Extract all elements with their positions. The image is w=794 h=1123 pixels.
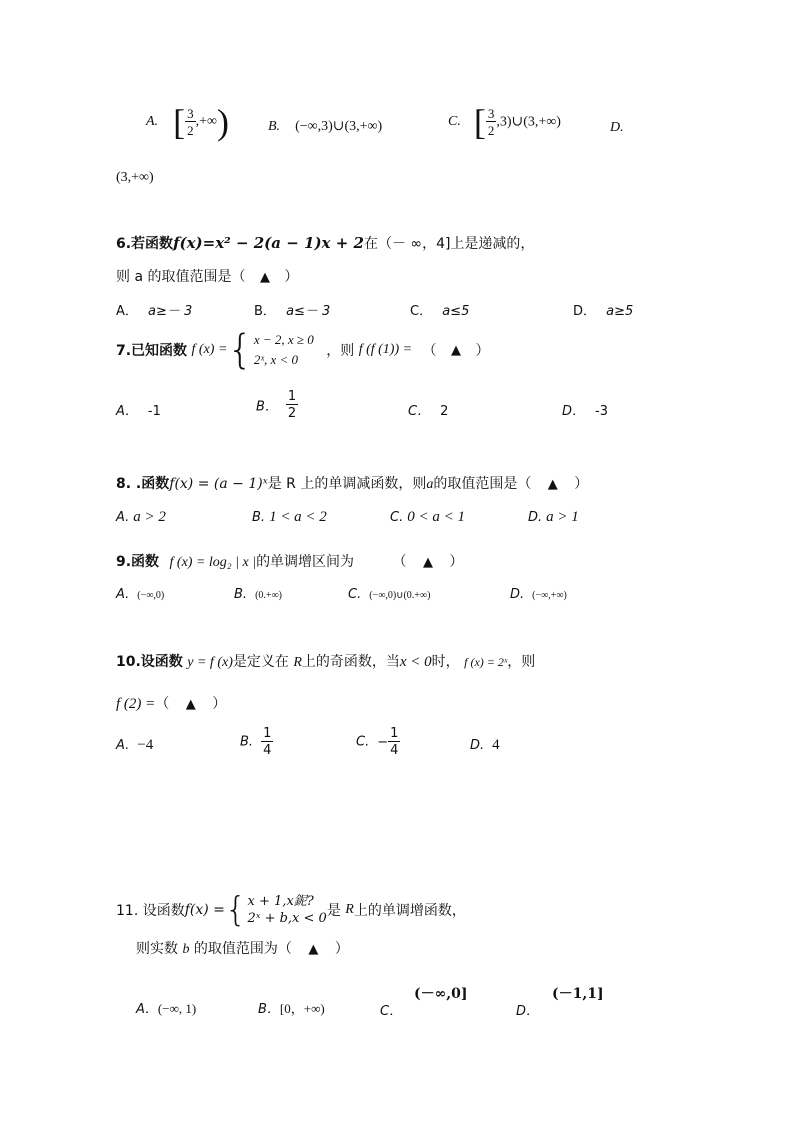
q9-option-a: A. (−∞,0)	[116, 587, 165, 602]
q6-close: ）	[284, 269, 299, 285]
q5-c-fraction: $\frac{3}{2}$	[487, 106, 495, 138]
q5-option-b	[268, 118, 382, 135]
q7-fx: f (x) =	[191, 342, 228, 357]
q5-option-b-label: B.	[268, 119, 281, 134]
q6-option-b: B． a≤－ 3	[254, 304, 331, 319]
q9-option-c: C. (−∞,0)∪(0.+∞)	[348, 587, 431, 602]
q6-prefix: 6.若函数	[116, 236, 174, 252]
q11-option-b: B．[0，+∞)	[258, 1001, 325, 1017]
answer-blank-marker: ▲	[547, 477, 558, 492]
q7-prefix: 7.已知函数	[116, 343, 188, 359]
q9-line: 9.函数 f (x) = log₂ | x |的单调增区间为 （ ▲ ）	[116, 554, 464, 570]
answer-blank-marker: ▲	[259, 270, 270, 285]
q8-option-d: D. a > 1	[528, 509, 579, 525]
q6-option-c: C． a≤5	[410, 304, 470, 319]
q6-line2	[116, 266, 298, 286]
q10-option-c: C. − $\frac{1}{4}$	[356, 726, 399, 758]
q7-brace: {	[227, 327, 253, 373]
q5-a-rest: ,+∞	[195, 114, 217, 129]
q6-formula: f(x)=x² − 2(a − 1)x + 2	[173, 234, 364, 252]
q7-option-d: D． -3	[562, 404, 608, 419]
q5-option-b-text: (−∞,3)∪(3,+∞)	[295, 119, 383, 134]
q11-option-d-label: D．	[516, 1004, 540, 1019]
q5-option-c-label: C.	[448, 114, 461, 130]
q5-option-a-label: A.	[146, 114, 159, 130]
q11-option-d-text: (－1,1]	[552, 986, 604, 1002]
q7-ffx: f (f (1)) =	[358, 342, 413, 357]
q10-line2: f (2) =（ ▲ ）	[116, 696, 227, 712]
q11-line2: 则实数 b 的取值范围为（ ▲ ）	[136, 941, 349, 957]
q7-option-b: B． $\frac{1}{2}$	[256, 389, 297, 421]
q11-option-c-text: (－∞,0]	[414, 986, 468, 1002]
q5-c-rest: ,3)∪(3,+∞)	[496, 114, 561, 130]
q8-option-a: A. a > 2	[116, 509, 166, 525]
q8-line: 8. .函数f(x) = (a − 1)ˣ是 R 上的单调减函数，则a的取值范围是（ ▲ ）	[116, 476, 589, 492]
q8-option-c: C. 0 < a < 1	[390, 509, 465, 525]
q11-option-a: A．(−∞, 1)	[136, 1001, 197, 1017]
q10-option-a: A. −4	[116, 737, 154, 753]
q9-option-b: B. (0.+∞)	[234, 587, 282, 602]
q10-option-d: D. 4	[470, 737, 500, 753]
q7-middle: ，则	[326, 343, 355, 359]
q9-option-d: D. (−∞,+∞)	[510, 587, 567, 602]
q5-bracket-left: [	[173, 102, 186, 142]
q5-option-a: A. [ $\frac{3}{2}$ ,+∞)	[146, 102, 229, 142]
q6-option-a: A． a≥－ 3	[116, 304, 193, 319]
q8-option-b: B. 1 < a < 2	[252, 509, 327, 525]
q11-option-c-label: C．	[380, 1004, 403, 1019]
q10-line1: 10.设函数 y = f (x)是定义在 R上的奇函数，当x < 0时， f (x) = 2ˣ，则	[116, 654, 536, 670]
q7-option-c: C． 2	[408, 404, 449, 419]
q6-suffix: 在（－ ∞，4]上是递减的，	[363, 236, 535, 252]
q7-cases: x − 2, x ≥ 0 2ˣ, x < 0	[253, 332, 314, 367]
answer-blank-marker: ▲	[422, 555, 433, 570]
q6-question: 则 a 的取值范围是（	[116, 269, 246, 285]
q11-cases: x + 1,x鈮? 2ˣ + b,x < 0	[247, 894, 327, 926]
q5-option-d-text: (3,+∞)	[116, 170, 154, 185]
q7-option-a: A． -1	[116, 404, 161, 419]
answer-blank-marker: ▲	[308, 942, 319, 957]
q5-option-d-label: D.	[610, 120, 624, 135]
q5-a-fraction: $\frac{3}{2}$	[187, 106, 194, 138]
answer-blank-marker: ▲	[450, 342, 461, 358]
q6-line1	[116, 233, 534, 253]
q6-option-d: D． a≥5	[573, 304, 634, 319]
q8-formula: f(x) = (a − 1)ˣ	[169, 476, 268, 492]
q5-option-c: C. [ $\frac{3}{2}$ ,3)∪(3,+∞)	[448, 102, 561, 142]
q9-formula: f (x) = log₂ | x |	[169, 555, 257, 570]
q7-line: 7.已知函数 f (x) ={ x − 2, x ≥ 0 2ˣ, x < 0 ，则 f (f (1)) = （ ▲ ）	[116, 327, 490, 373]
q11-line1: 11. 设函数f(x) ={ x + 1,x鈮? 2ˣ + b,x < 0 是 R上的单调增函数，	[116, 890, 466, 930]
answer-blank-marker: ▲	[185, 697, 196, 712]
q10-option-b: B. $\frac{1}{4}$	[240, 726, 272, 758]
q8-prefix: 8. .函数	[116, 476, 170, 492]
